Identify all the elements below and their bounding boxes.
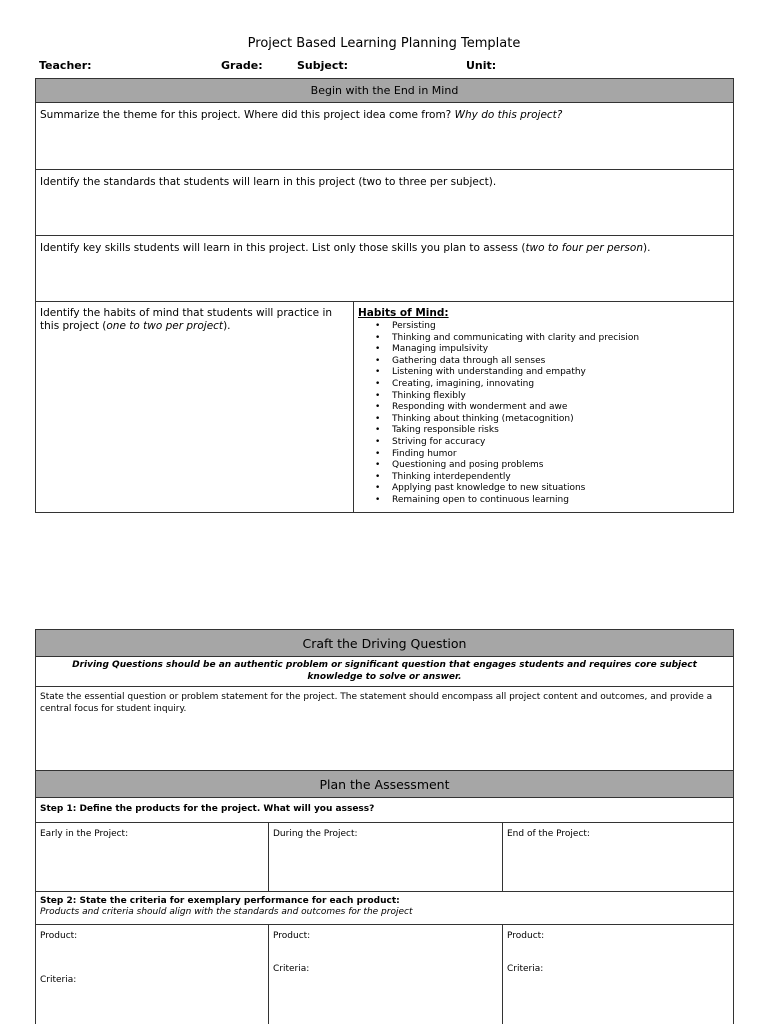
grade-label: Grade: bbox=[221, 59, 263, 72]
list-item: • Persisting bbox=[358, 321, 729, 333]
list-item: • Listening with understanding and empathy bbox=[358, 367, 729, 379]
skills-field[interactable] bbox=[36, 236, 733, 302]
skills-prompt-italic: two to four per person bbox=[525, 242, 643, 254]
list-item: • Thinking about thinking (metacognition) bbox=[358, 414, 729, 426]
standards-field[interactable] bbox=[36, 170, 733, 236]
teacher-label: Teacher: bbox=[39, 59, 92, 72]
criteria-label: Criteria: bbox=[40, 975, 77, 985]
list-item: • Finding humor bbox=[358, 449, 729, 461]
driving-question-note: Driving Questions should be an authentic problem or significant question that engages students and requires core subject knowledge to solve or answer. bbox=[36, 657, 733, 687]
theme-field[interactable] bbox=[36, 103, 733, 170]
standards-prompt: Identify the standards that students will learn in this project (two to three per subject). bbox=[40, 176, 497, 188]
product-criteria-row bbox=[36, 925, 733, 1024]
theme-prompt-italic: Why do this project? bbox=[454, 109, 563, 121]
section-banner-assessment: Plan the Assessment bbox=[36, 771, 733, 798]
habits-field[interactable] bbox=[36, 302, 354, 513]
unit-label: Unit: bbox=[466, 59, 497, 72]
product-label: Product: bbox=[273, 931, 311, 941]
list-item: • Gathering data through all senses bbox=[358, 356, 729, 368]
section-banner-end-in-mind: Begin with the End in Mind bbox=[36, 79, 733, 103]
end-project-field[interactable] bbox=[503, 823, 733, 891]
habits-of-mind-list bbox=[358, 321, 729, 507]
step2-subtitle: Products and criteria should align with the standards and outcomes for the project bbox=[40, 907, 413, 917]
criteria-label: Criteria: bbox=[507, 964, 544, 974]
end-in-mind-table bbox=[35, 78, 734, 513]
page-title: Project Based Learning Planning Template bbox=[247, 36, 521, 51]
list-item: • Managing impulsivity bbox=[358, 344, 729, 356]
driving-question-assessment-table bbox=[35, 629, 734, 1024]
criteria-label: Criteria: bbox=[273, 964, 310, 974]
end-label: End of the Project: bbox=[507, 829, 590, 839]
driving-question-field[interactable] bbox=[36, 687, 733, 771]
product-field-3[interactable] bbox=[503, 925, 733, 1024]
theme-prompt: Summarize the theme for this project. Where did this project idea come from? bbox=[40, 109, 452, 121]
list-item: • Striving for accuracy bbox=[358, 437, 729, 449]
list-item: • Responding with wonderment and awe bbox=[358, 402, 729, 414]
habits-of-mind-label: Habits of Mind: bbox=[358, 307, 449, 319]
product-field-1[interactable] bbox=[36, 925, 269, 1024]
step2-heading bbox=[36, 892, 733, 925]
driving-question-prompt: State the essential question or problem statement for the project. The statement should encompass all project content and outcomes, and provide a central focus for student inquiry. bbox=[40, 692, 713, 714]
list-item: • Taking responsible risks bbox=[358, 425, 729, 437]
during-project-field[interactable] bbox=[269, 823, 503, 891]
during-label: During the Project: bbox=[273, 829, 358, 839]
list-item: • Questioning and posing problems bbox=[358, 460, 729, 472]
product-field-2[interactable] bbox=[269, 925, 503, 1024]
early-project-field[interactable] bbox=[36, 823, 269, 891]
list-item: • Applying past knowledge to new situations bbox=[358, 483, 729, 495]
subject-label: Subject: bbox=[297, 59, 349, 72]
habits-row bbox=[36, 302, 733, 513]
step2-title: Step 2: State the criteria for exemplary performance for each product: bbox=[40, 896, 400, 906]
list-item: • Remaining open to continuous learning bbox=[358, 495, 729, 507]
product-label: Product: bbox=[40, 931, 78, 941]
section-banner-driving-question: Craft the Driving Question bbox=[36, 630, 733, 657]
skills-prompt: Identify key skills students will learn in this project. List only those skills you plan to assess ( bbox=[40, 242, 526, 254]
product-timing-row bbox=[36, 823, 733, 892]
step1-heading: Step 1: Define the products for the project. What will you assess? bbox=[36, 798, 733, 823]
habits-prompt-italic: one to two per project bbox=[106, 320, 224, 332]
list-item: • Thinking and communicating with clarity and precision bbox=[358, 333, 729, 345]
habits-of-mind-panel bbox=[354, 302, 733, 513]
skills-prompt-end: ). bbox=[642, 242, 651, 254]
header-fields bbox=[0, 59, 768, 75]
list-item: • Creating, imagining, innovating bbox=[358, 379, 729, 391]
product-label: Product: bbox=[507, 931, 545, 941]
early-label: Early in the Project: bbox=[40, 829, 129, 839]
list-item: • Thinking interdependently bbox=[358, 472, 729, 484]
habits-prompt: Identify the habits of mind that students will practice in this project ( bbox=[40, 307, 333, 332]
habits-prompt-end: ). bbox=[223, 320, 231, 332]
list-item: • Thinking flexibly bbox=[358, 391, 729, 403]
